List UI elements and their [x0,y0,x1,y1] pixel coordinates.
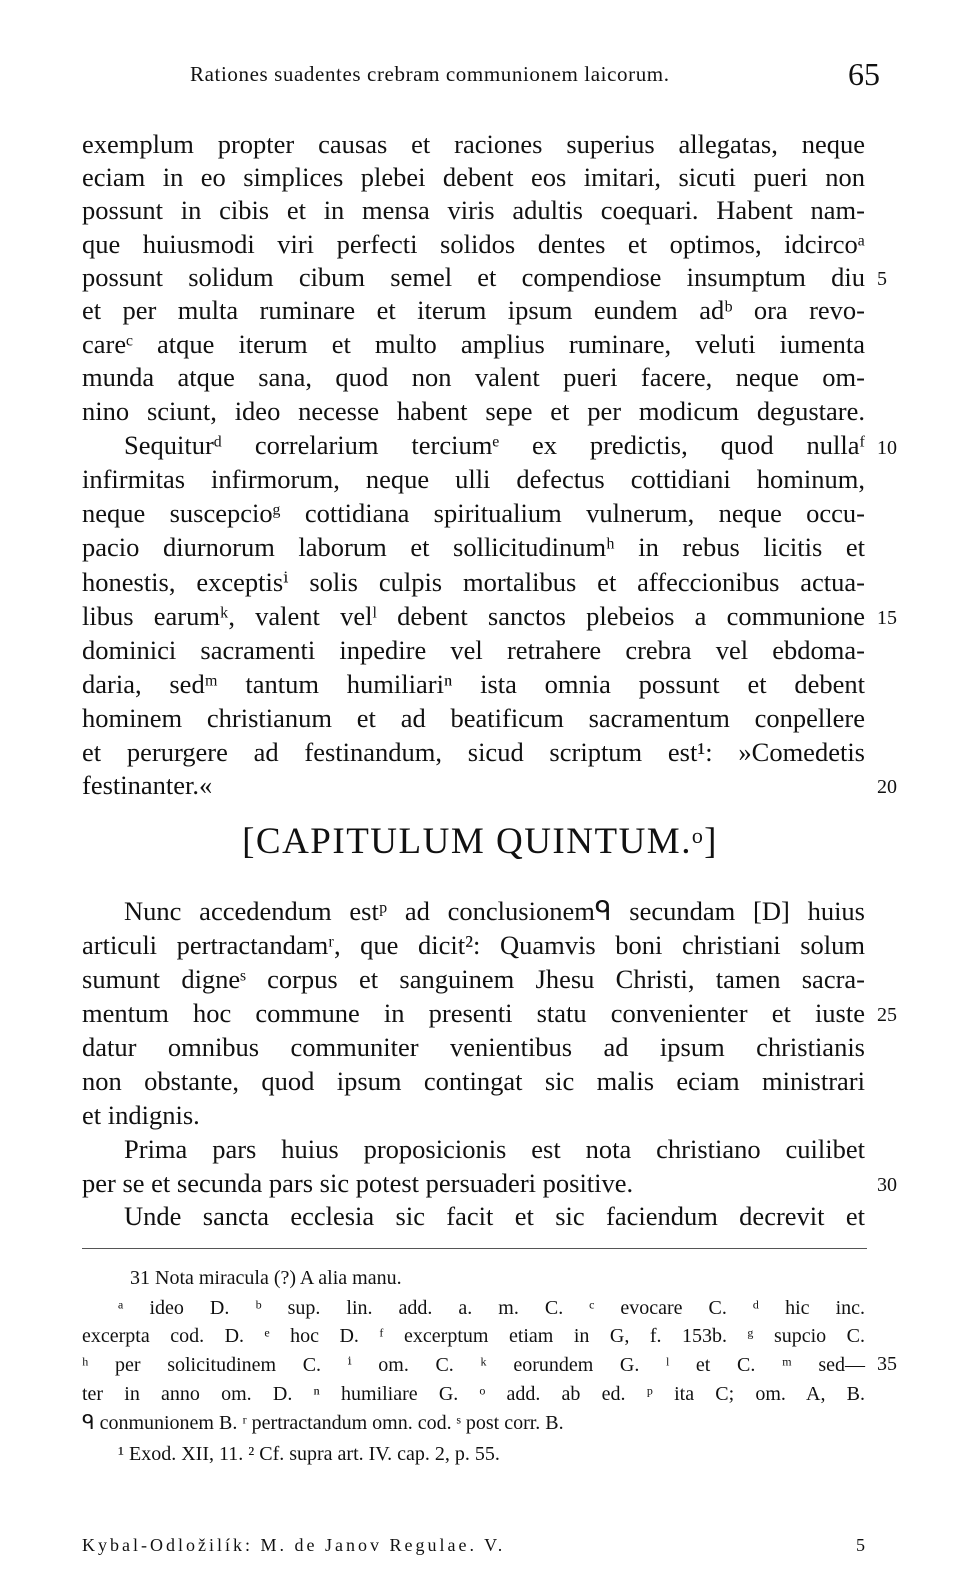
footnote: ᑫ conmunionem B. ʳ pertractandum omn. cod. ˢ post corr. B. [82,1412,564,1434]
body-line: possunt in cibis et in mensa viris adultis coequari. Habent nam‐ [82,195,865,225]
running-header [190,56,880,96]
footnote: ter in anno om. D. ⁿ humiliare G. ᵒ add. ab ed. ᵖ ita C; om. A, B. [82,1383,865,1405]
body-line: hominem christianum et ad beatificum sacramentum conpellere [82,703,865,733]
footnote-line-number: 35 [877,1353,897,1375]
body-line: sumunt digneˢ corpus et sanguinem Jhesu Christi, tamen sacra‐ [82,964,865,994]
body-line: possunt solidum cibum semel et compendiose insumptum diu [82,262,865,292]
signature-text: Kybal-Odložilík: M. de Janov Regulae. V. [82,1535,506,1555]
body-line: munda atque sana, quod non valent pueri facere, neque om‐ [82,362,865,392]
line-number: 30 [877,1174,897,1196]
line-number: 25 [877,1004,897,1026]
footnote-separator [82,1248,867,1249]
body-line: que huiusmodi viri perfecti solidos dentes et optimos, idcircoᵃ [82,229,865,259]
line-number: 10 [877,437,897,459]
body-line: articuli pertractandamʳ, que dicit²: Quamvis boni christiani solum [82,930,865,960]
footnote: excerpta cod. D. ᵉ hoc D. ᶠ excerptum etiam in G, f. 153b. ᵍ supcio C. [82,1325,865,1347]
body-line: careᶜ atque iterum et multo amplius ruminare, veluti iumenta [82,329,865,359]
body-line: neque suscepcioᵍ cottidiana spiritualium vulnerum, neque occu‐ [82,498,865,528]
body-line: nino sciunt, ideo necesse habent sepe et per modicum degustare. [82,396,865,426]
line-number: 20 [877,776,897,798]
line-number: 15 [877,607,897,629]
page-number: 65 [848,56,880,92]
body-line: non obstante, quod ipsum contingat sic malis eciam ministrari [82,1066,865,1096]
signature-line [82,1535,865,1556]
body-line: et indignis. [82,1100,200,1130]
footnote: ʰ per solicitudinem C. ⁱ om. C. ᵏ eorundem G. ˡ et C. ᵐ sed— [82,1354,865,1376]
signature-number: 5 [856,1535,865,1555]
line-number: 5 [877,268,887,290]
running-title: Rationes suadentes crebram communionem laicorum. [190,62,670,86]
body-line: Prima pars huius proposicionis est nota christiano cuilibet [124,1134,865,1164]
body-line: pacio diurnorum laborum et sollicitudinumʰ in rebus licitis et [82,532,865,562]
body-line: honestis, exceptisⁱ solis culpis mortalibus et affeccionibus actua‐ [82,567,865,597]
body-line: mentum hoc commune in presenti statu convenienter et iuste [82,998,865,1028]
body-line: festinanter.« [82,770,213,800]
body-line: eciam in eo simplices plebei debent eos imitari, sicuti pueri non [82,162,865,192]
body-line: Nunc accedendum estᵖ ad conclusionemᑫ secundam [D] huius [124,896,865,926]
chapter-heading: [CAPITULUM QUINTUM.ᵒ] [242,821,718,862]
body-line: exemplum propter causas et raciones superius allegatas, neque [82,129,865,159]
footnote: ¹ Exod. XII, 11. ² Cf. supra art. IV. cap. 2, p. 55. [118,1443,500,1465]
footnote: 31 Nota miracula (?) A alia manu. [130,1267,402,1289]
body-line: Sequiturᵈ correlarium terciumᵉ ex predictis, quod nullaᶠ [124,430,865,460]
footnote: ᵃ ideo D. ᵇ sup. lin. add. a. m. C. ᶜ evocare C. ᵈ hic inc. [118,1297,865,1319]
body-line: per se et secunda pars sic potest persuaderi positive. [82,1168,634,1198]
body-line: libus earumᵏ, valent velˡ debent sanctos plebeios a communione [82,601,865,631]
body-line: et per multa ruminare et iterum ipsum eundem adᵇ ora revo‐ [82,295,865,325]
body-line: daria, sedᵐ tantum humiliariⁿ ista omnia possunt et debent [82,669,865,699]
body-line: et perurgere ad festinandum, sicud scriptum est¹: »Comedetis [82,737,865,767]
body-line: datur omnibus communiter venientibus ad ipsum christianis [82,1032,865,1062]
body-line: Unde sancta ecclesia sic facit et sic faciendum decrevit et [124,1201,865,1231]
body-line: infirmitas infirmorum, neque ulli defectus cottidiani hominum, [82,464,865,494]
body-line: dominici sacramenti inpedire vel retrahere crebra vel ebdoma‐ [82,635,865,665]
